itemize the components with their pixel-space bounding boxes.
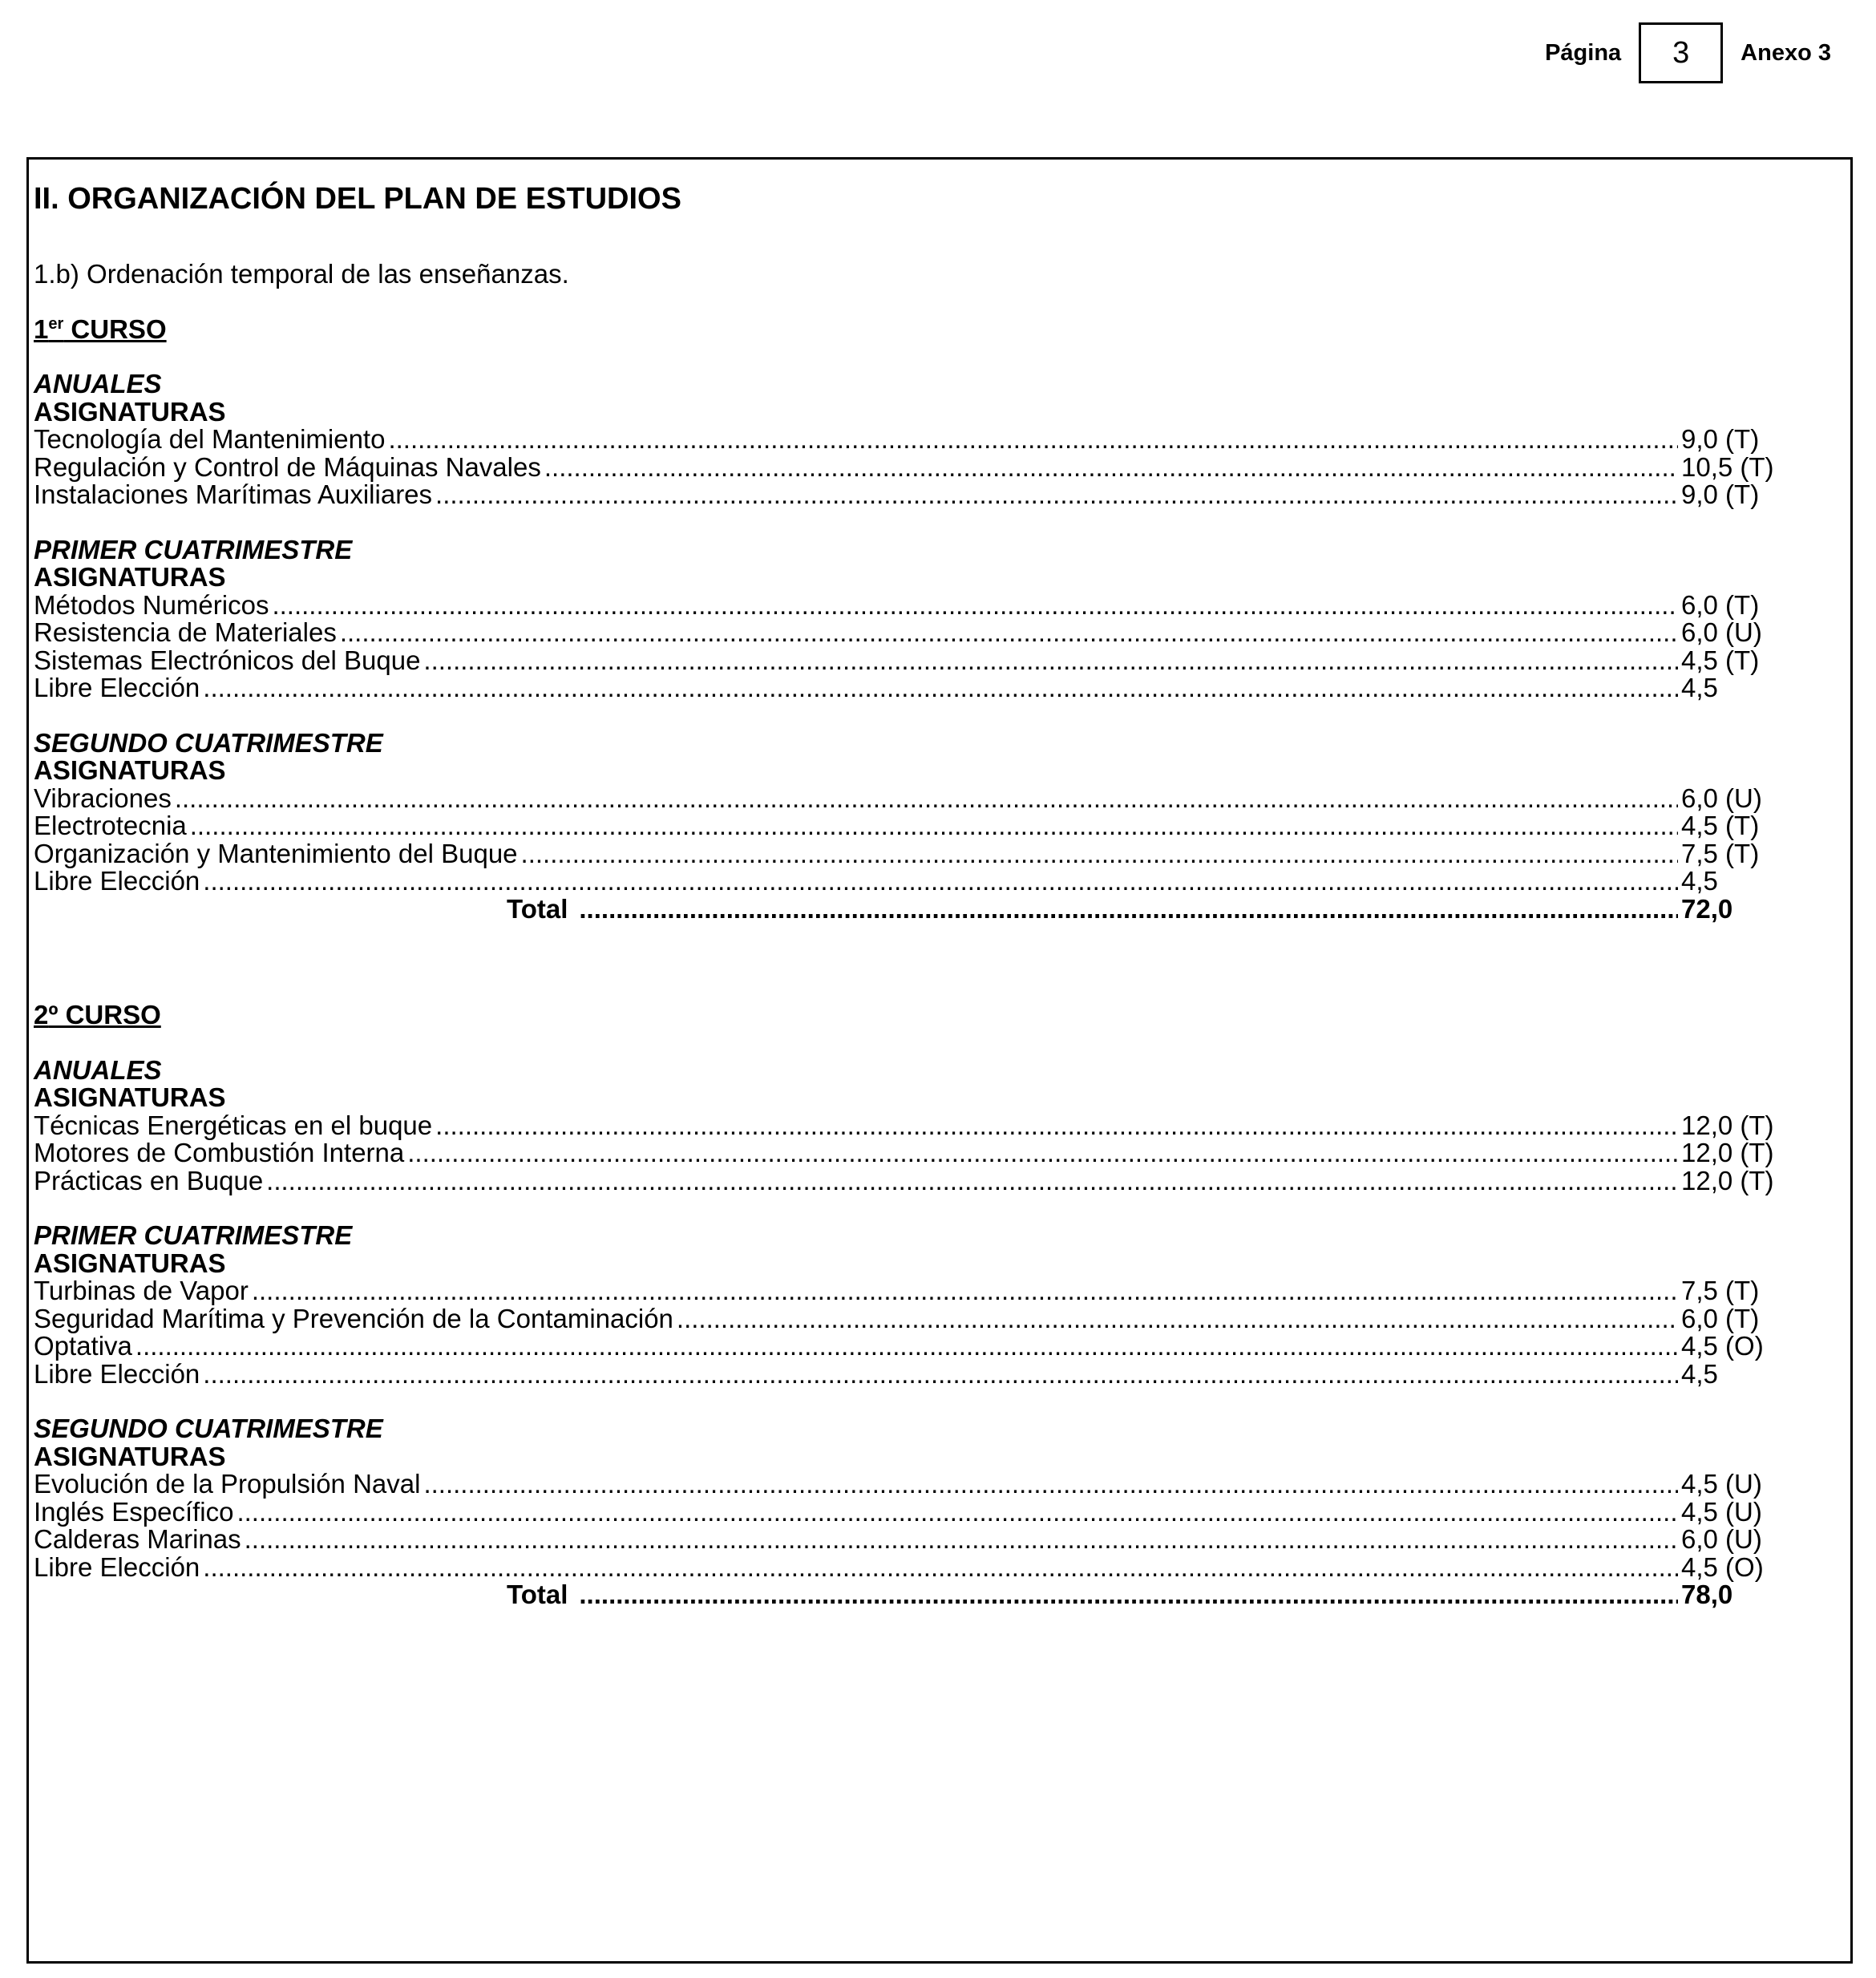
subject-name: Electrotecnia — [34, 811, 187, 840]
subject-name: Sistemas Electrónicos del Buque — [34, 645, 421, 675]
subject-name: Prácticas en Buque — [34, 1165, 264, 1195]
subject-credits: 12,0 (T) — [1681, 1165, 1774, 1195]
subject-credits: 6,0 (U) — [1681, 617, 1762, 647]
dot-leader — [340, 619, 1678, 647]
subject-credits: 4,5 (T) — [1681, 811, 1760, 840]
dot-leader — [203, 1361, 1678, 1389]
subject-row — [34, 1358, 1801, 1389]
subject-name: Tecnología del Mantenimiento — [34, 424, 386, 454]
subject-credits: 6,0 (U) — [1681, 1524, 1762, 1554]
group-subtitle: ASIGNATURAS — [34, 1441, 226, 1471]
subject-row — [34, 426, 1801, 454]
group-title: SEGUNDO CUATRIMESTRE — [34, 727, 383, 758]
subject-row — [34, 1277, 1801, 1305]
subject-name: Libre Elección — [34, 1358, 200, 1389]
total-label: Total — [507, 893, 568, 924]
subject-row — [34, 868, 1801, 896]
group-subtitle: ASIGNATURAS — [34, 396, 226, 427]
subject-name: Seguridad Marítima y Prevención de la Contaminación — [34, 1303, 673, 1333]
pagina-label: Página — [1545, 39, 1622, 66]
subject-credits: 7,5 (T) — [1681, 1276, 1760, 1305]
subject-row — [34, 812, 1801, 840]
dot-leader — [175, 785, 1678, 813]
dot-leader — [435, 1112, 1678, 1140]
group-title: ANUALES — [34, 369, 162, 398]
subject-row — [34, 1496, 1801, 1527]
subject-group — [34, 370, 1801, 509]
dot-leader — [203, 674, 1678, 702]
annex-label: Anexo 3 — [1741, 39, 1831, 66]
subject-name: Regulación y Control de Máquinas Navales — [34, 451, 541, 482]
subject-name: Libre Elección — [34, 1551, 200, 1582]
subject-name: Calderas Marinas — [34, 1524, 241, 1554]
dot-leader — [237, 1499, 1678, 1527]
subject-row — [34, 1305, 1801, 1333]
dot-leader — [190, 812, 1678, 840]
course-title — [34, 313, 1801, 344]
subject-credits: 4,5 — [1681, 1358, 1718, 1389]
subject-row — [34, 589, 1801, 620]
dot-leader — [266, 1167, 1678, 1195]
course-title-superscript: er — [48, 314, 64, 333]
subject-name: Motores de Combustión Interna — [34, 1138, 405, 1167]
subject-row — [34, 674, 1801, 702]
course-title-text: CURSO — [63, 313, 167, 344]
total-row — [34, 893, 1801, 924]
subject-row — [34, 619, 1801, 647]
subject-credits: 12,0 (T) — [1681, 1110, 1774, 1140]
subject-group — [34, 1415, 1801, 1581]
group-title: ANUALES — [34, 1054, 162, 1085]
dot-leader — [272, 592, 1678, 620]
dot-leader — [435, 481, 1678, 509]
subject-credits: 4,5 (O) — [1681, 1551, 1764, 1582]
total-row — [34, 1581, 1801, 1609]
subject-credits: 7,5 (T) — [1681, 838, 1760, 868]
subject-credits: 4,5 (T) — [1681, 645, 1760, 675]
document-content — [34, 181, 1801, 1609]
group-subtitle: ASIGNATURAS — [34, 1082, 226, 1112]
subject-name: Turbinas de Vapor — [34, 1276, 249, 1305]
subject-name: Optativa — [34, 1331, 132, 1361]
dot-leader — [203, 868, 1678, 896]
dot-leader — [245, 1526, 1678, 1554]
subject-name: Libre Elección — [34, 673, 200, 702]
subject-credits: 4,5 (U) — [1681, 1496, 1762, 1527]
subject-row — [34, 1139, 1801, 1167]
subject-group — [34, 727, 1801, 896]
subject-row — [34, 481, 1801, 509]
subject-name: Libre Elección — [34, 866, 200, 896]
page-number-box: 3 — [1639, 22, 1723, 83]
dot-leader — [135, 1333, 1678, 1361]
subject-credits: 10,5 (T) — [1681, 451, 1774, 482]
subject-name: Métodos Numéricos — [34, 589, 269, 620]
dot-leader — [388, 426, 1678, 454]
subject-name: Organización y Mantenimiento del Buque — [34, 838, 518, 868]
page-header — [1545, 22, 1831, 83]
subject-group — [34, 536, 1801, 702]
subject-group — [34, 1222, 1801, 1388]
subject-row — [34, 451, 1801, 482]
dot-leader — [579, 896, 1678, 924]
subject-credits: 4,5 — [1681, 866, 1718, 896]
subject-credits: 6,0 (U) — [1681, 783, 1762, 813]
subject-row — [34, 1470, 1801, 1499]
dot-leader — [407, 1139, 1678, 1167]
subject-credits: 9,0 (T) — [1681, 479, 1760, 509]
subject-name: Vibraciones — [34, 783, 172, 813]
subject-credits: 4,5 — [1681, 673, 1718, 702]
subject-row — [34, 1112, 1801, 1140]
dot-leader — [252, 1277, 1678, 1305]
group-title: PRIMER CUATRIMESTRE — [34, 534, 353, 564]
section-title: II. ORGANIZACIÓN DEL PLAN DE ESTUDIOS — [34, 182, 681, 216]
subject-group — [34, 1054, 1801, 1195]
subject-credits: 6,0 (T) — [1681, 589, 1760, 620]
courses-container — [34, 313, 1801, 1609]
group-subtitle: ASIGNATURAS — [34, 755, 226, 785]
subject-name: Instalaciones Marítimas Auxiliares — [34, 479, 433, 509]
subject-credits: 4,5 (U) — [1681, 1469, 1762, 1499]
group-subtitle: ASIGNATURAS — [34, 562, 226, 592]
group-subtitle: ASIGNATURAS — [34, 1248, 226, 1278]
course-title — [34, 1001, 1801, 1029]
subject-name: Evolución de la Propulsión Naval — [34, 1469, 421, 1499]
total-value: 72,0 — [1681, 893, 1733, 924]
total-label: Total — [507, 1580, 568, 1609]
intro-text: 1.b) Ordenación temporal de las enseñanzas. — [34, 259, 569, 289]
subject-credits: 12,0 (T) — [1681, 1138, 1774, 1167]
subject-row — [34, 785, 1801, 813]
dot-leader — [544, 454, 1678, 482]
group-title: PRIMER CUATRIMESTRE — [34, 1220, 353, 1250]
total-value: 78,0 — [1681, 1580, 1733, 1609]
subject-name: Resistencia de Materiales — [34, 617, 337, 647]
subject-row — [34, 840, 1801, 868]
group-title: SEGUNDO CUATRIMESTRE — [34, 1414, 383, 1443]
dot-leader — [677, 1305, 1678, 1333]
subject-credits: 4,5 (O) — [1681, 1331, 1764, 1361]
subject-row — [34, 1551, 1801, 1582]
course-title-number: 2 — [34, 1000, 49, 1029]
course-title-number: 1 — [34, 313, 49, 344]
subject-name: Técnicas Energéticas en el buque — [34, 1110, 433, 1140]
dot-leader — [423, 1470, 1678, 1499]
dot-leader — [203, 1554, 1678, 1582]
dot-leader — [423, 647, 1678, 675]
subject-row — [34, 1167, 1801, 1195]
subject-row — [34, 1526, 1801, 1554]
subject-credits: 9,0 (T) — [1681, 424, 1760, 454]
subject-row — [34, 647, 1801, 675]
subject-row — [34, 1333, 1801, 1361]
subject-name: Inglés Específico — [34, 1496, 234, 1527]
course-gap — [34, 923, 1801, 974]
course-title-text: º CURSO — [48, 1000, 161, 1029]
dot-leader — [521, 840, 1678, 868]
dot-leader — [579, 1581, 1678, 1609]
subject-credits: 6,0 (T) — [1681, 1303, 1760, 1333]
